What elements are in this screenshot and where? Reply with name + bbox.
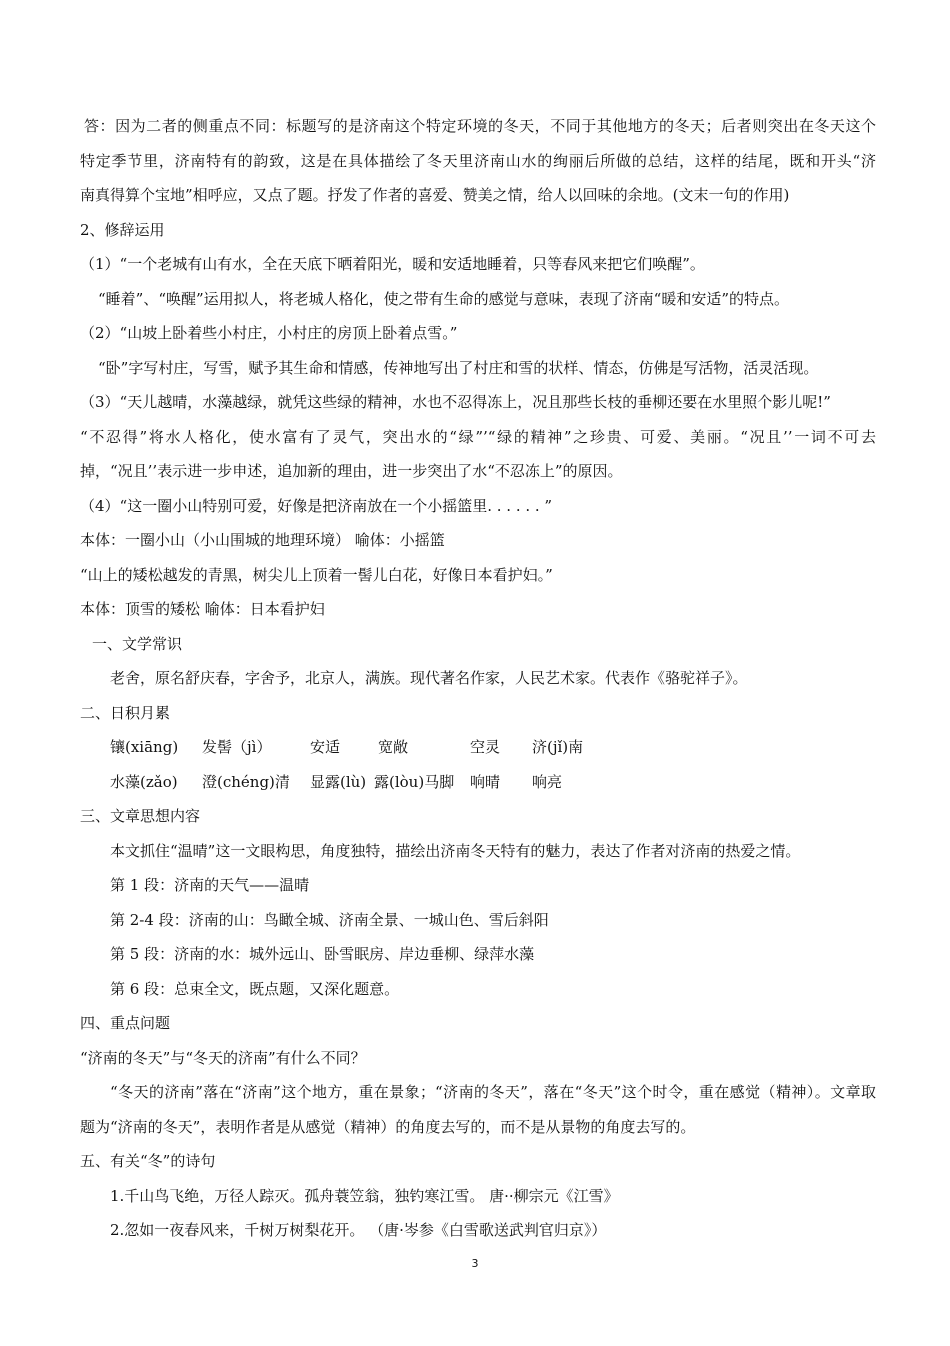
rhetoric-a1: “睡着”、“唤醒”运用拟人，将老城人格化，使之带有生命的感觉与意味，表现了济南“暖和安适”的特点。 [98,289,790,308]
rhetoric-q5: “山上的矮松越发的青黑，树尖儿上顶着一髻儿白花，好像日本看护妇。” [80,565,553,584]
vocab-item: 安适 [310,738,341,756]
vocab-item: 发髻（jì） [202,738,272,756]
rhetoric-q2: （2）“山坡上卧着些小村庄，小村庄的房顶上卧着点雪。” [80,324,458,342]
answer-line-2: 特定季节里，济南特有的韵致，这是在具体描绘了冬天里济南山水的绚丽后所做的总结，这样的结尾，既和开头“济 [80,151,876,170]
ideas-heading: 三、文章思想内容 [80,807,201,825]
vocab-row-2 [80,765,876,800]
ideas-summary: 本文抓住“温晴”这一文眼构思，角度独特，描绘出济南冬天特有的魅力，表达了作者对济南的热爱之情。 [110,841,801,860]
vocab-item: 空灵 [470,738,501,756]
vocab-item: 济(jǐ)南 [532,738,584,756]
rhetoric-q3: （3）“天儿越晴，水藻越绿，就凭这些绿的精神，水也不忍得冻上，况且那些长枝的垂柳还要在水里照个影儿呢!” [80,393,831,411]
poems-heading: 五、有关“冬”的诗句 [80,1152,216,1170]
key-heading: 四、重点问题 [80,1014,171,1032]
rhetoric-a3-line-2: 掉，“况且’’表示进一步申述，追加新的理由，进一步突出了水“不忍冻上”的原因。 [80,462,623,480]
vocab-item: 响亮 [532,772,563,791]
key-answer-line-1: “冬天的济南”落在“济南”这个地方，重在景象；“济南的冬天”，落在“冬天”这个时令，重在感觉（精神）。文章取 [110,1083,876,1101]
rhetoric-a2: “卧”字写村庄，写雪，赋予其生命和情感，传神地写出了村庄和雪的状样、情态，仿佛是写活物，活灵活现。 [98,358,819,377]
poem-2: 2.忽如一夜春风来，千树万树梨花开。 （唐·岑参《白雪歌送武判官归京》） [110,1221,607,1239]
vocab-row-1 [80,730,876,765]
ideas-paragraph-3: 第 5 段：济南的水：城外远山、卧雪眠房、岸边垂柳、绿萍水藻 [110,945,535,963]
ideas-paragraph-1: 第 1 段：济南的天气——温晴 [110,876,310,894]
rhetoric-a4a: 本体：一圈小山（小山围城的地理环境） 喻体：小摇篮 [80,531,445,549]
key-answer-line-2: 题为“济南的冬天”，表明作者是从感觉（精神）的角度去写的，而不是从景物的角度去写的。 [80,1117,696,1136]
rhetoric-q4: （4）“这一圈小山特别可爱，好像是把济南放在一个小摇篮里. . . . . . ” [80,496,553,515]
page-number: 3 [471,1257,479,1270]
ideas-paragraph-2: 第 2-4 段：济南的山：鸟瞰全城、济南全景、一城山色、雪后斜阳 [110,910,549,929]
answer-line-1: 答：因为二者的侧重点不同：标题写的是济南这个特定环境的冬天，不同于其他地方的冬天；后者则突出在冬天这个 [84,117,876,135]
key-question: “济南的冬天”与“冬天的济南”有什么不同？ [80,1048,366,1067]
vocab-item: 响晴 [470,772,501,791]
literature-heading: 一、文学常识 [92,634,183,653]
vocab-item: 宽敞 [378,738,409,756]
vocab-item: 澄(chéng)清 [202,772,290,791]
ideas-paragraph-4: 第 6 段：总束全文，既点题，又深化题意。 [110,979,400,998]
vocab-item: 水藻(zǎo) [110,772,178,791]
rhetoric-heading: 2、修辞运用 [80,220,165,239]
rhetoric-a3-line-1: “不忍得”将水人格化，使水富有了灵气，突出水的“绿”’“绿的精神”之珍贵、可爱、美丽。“况且’’一词不可去 [80,427,876,446]
vocab-item: 露(lòu)马脚 [374,772,455,791]
vocab-heading: 二、日积月累 [80,703,171,722]
page-content [80,109,876,1248]
vocab-item: 显露(lù) [310,772,367,791]
rhetoric-q1: （1）“一个老城有山有水，全在天底下晒着阳光，暖和安适地睡着，只等春风来把它们唤醒”。 [80,255,705,273]
poem-1: 1.千山鸟飞绝，万径人踪灭。孤舟蓑笠翁，独钓寒江雪。 唐··柳宗元《江雪》 [110,1186,619,1205]
literature-text: 老舍，原名舒庆春，字舍予，北京人，满族。现代著名作家，人民艺术家。代表作《骆驼祥子》。 [110,669,748,687]
rhetoric-a4b: 本体：顶雪的矮松 喻体：日本看护妇 [80,600,325,618]
answer-line-3: 南真得算个宝地”相呼应，又点了题。抒发了作者的喜爱、赞美之情，给人以回味的余地。(文末一句的作用) [80,186,790,204]
vocab-item: 镶(xiāng) [110,738,179,756]
